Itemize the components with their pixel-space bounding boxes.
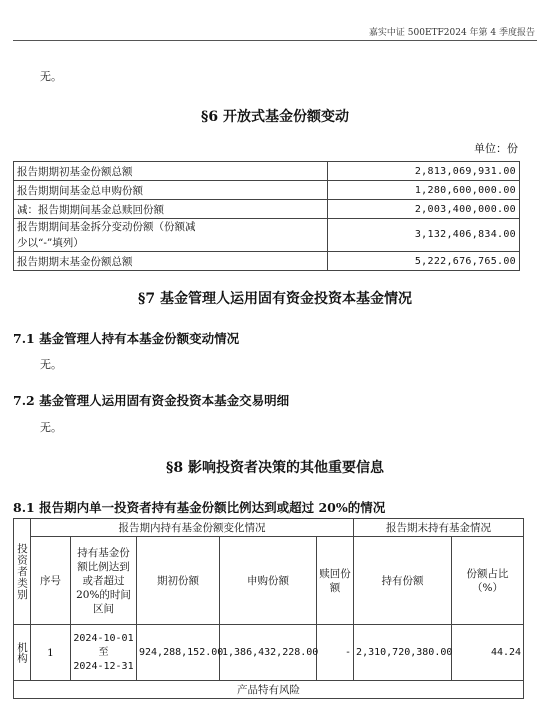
section-7-1-text: 无。	[40, 358, 62, 371]
period-to: 2024-12-31	[73, 660, 134, 672]
row-label	[14, 219, 328, 252]
period-to-word: 至	[98, 646, 109, 658]
row-value: 5,222,676,765.00	[327, 252, 519, 271]
purchase-shares-cell: 1,386,432,228.00	[220, 625, 317, 681]
redeem-shares-header: 赎回份额	[317, 537, 354, 625]
row-value: 1,280,600,000.00	[327, 181, 519, 200]
table-row	[14, 181, 520, 200]
ratio-header: 份额占比（%）	[452, 537, 524, 625]
row-value: 3,132,406,834.00	[327, 219, 519, 252]
table-header-row	[14, 519, 524, 537]
section-8-title: §8 影响投资者决策的其他重要信息	[166, 460, 384, 476]
row-value: 2,003,400,000.00	[327, 200, 519, 219]
unit-label: 单位：份	[474, 142, 518, 155]
purchase-shares-header: 申购份额	[220, 537, 317, 625]
investor-type-header: 投资者类别	[14, 519, 31, 625]
row-label-line1: 报告期期间基金拆分变动份额（份额减	[17, 221, 196, 233]
table-header-row	[14, 537, 524, 625]
section-7-2-text: 无。	[40, 421, 62, 434]
header-doc-title: 嘉实中证 500ETF2024 年第 4 季度报告	[368, 28, 535, 38]
section-7-1-title: 7.1 基金管理人持有本基金份额变动情况	[13, 331, 240, 346]
section-8-1-title: 8.1 报告期内单一投资者持有基金份额比例达到或超过 20%的情况	[13, 500, 386, 515]
during-period-group-header: 报告期内持有基金份额变化情况	[31, 519, 354, 537]
table-row	[14, 219, 520, 252]
ratio-cell: 44.24	[452, 625, 524, 681]
period-cell	[71, 625, 137, 681]
table-row	[14, 681, 524, 699]
table-row	[14, 200, 520, 219]
table-row	[14, 625, 524, 681]
page-header	[13, 22, 537, 41]
redeem-shares-cell: -	[317, 625, 354, 681]
section-6-title: §6 开放式基金份额变动	[201, 109, 349, 125]
row-label-line2: 少以“-”填列）	[17, 237, 84, 249]
fund-share-change-table	[13, 161, 520, 271]
large-holder-table	[13, 518, 524, 699]
holding-shares-header: 持有份额	[354, 537, 452, 625]
table-row	[14, 252, 520, 271]
row-label: 减：报告期期间基金总赎回份额	[14, 200, 328, 219]
row-label: 报告期期间基金总申购份额	[14, 181, 328, 200]
previous-section-none-text: 无。	[40, 70, 62, 83]
seq-cell: 1	[31, 625, 71, 681]
holding-shares-cell: 2,310,720,380.00	[354, 625, 452, 681]
end-period-group-header: 报告期末持有基金情况	[354, 519, 524, 537]
section-7-2-title: 7.2 基金管理人运用固有资金投资本基金交易明细	[13, 393, 290, 408]
seq-header: 序号	[31, 537, 71, 625]
period-from: 2024-10-01	[73, 632, 134, 644]
section-7-title: §7 基金管理人运用固有资金投资本基金情况	[138, 291, 412, 307]
row-label: 报告期期初基金份额总额	[14, 162, 328, 181]
row-value: 2,813,069,931.00	[327, 162, 519, 181]
product-risk-title: 产品特有风险	[14, 681, 524, 699]
investor-type-cell: 机构	[14, 625, 31, 681]
period-header: 持有基金份额比例达到或者超过20%的时间区间	[71, 537, 137, 625]
row-label: 报告期期末基金份额总额	[14, 252, 328, 271]
table-row	[14, 162, 520, 181]
begin-shares-cell: 924,288,152.00	[137, 625, 220, 681]
begin-shares-header: 期初份额	[137, 537, 220, 625]
